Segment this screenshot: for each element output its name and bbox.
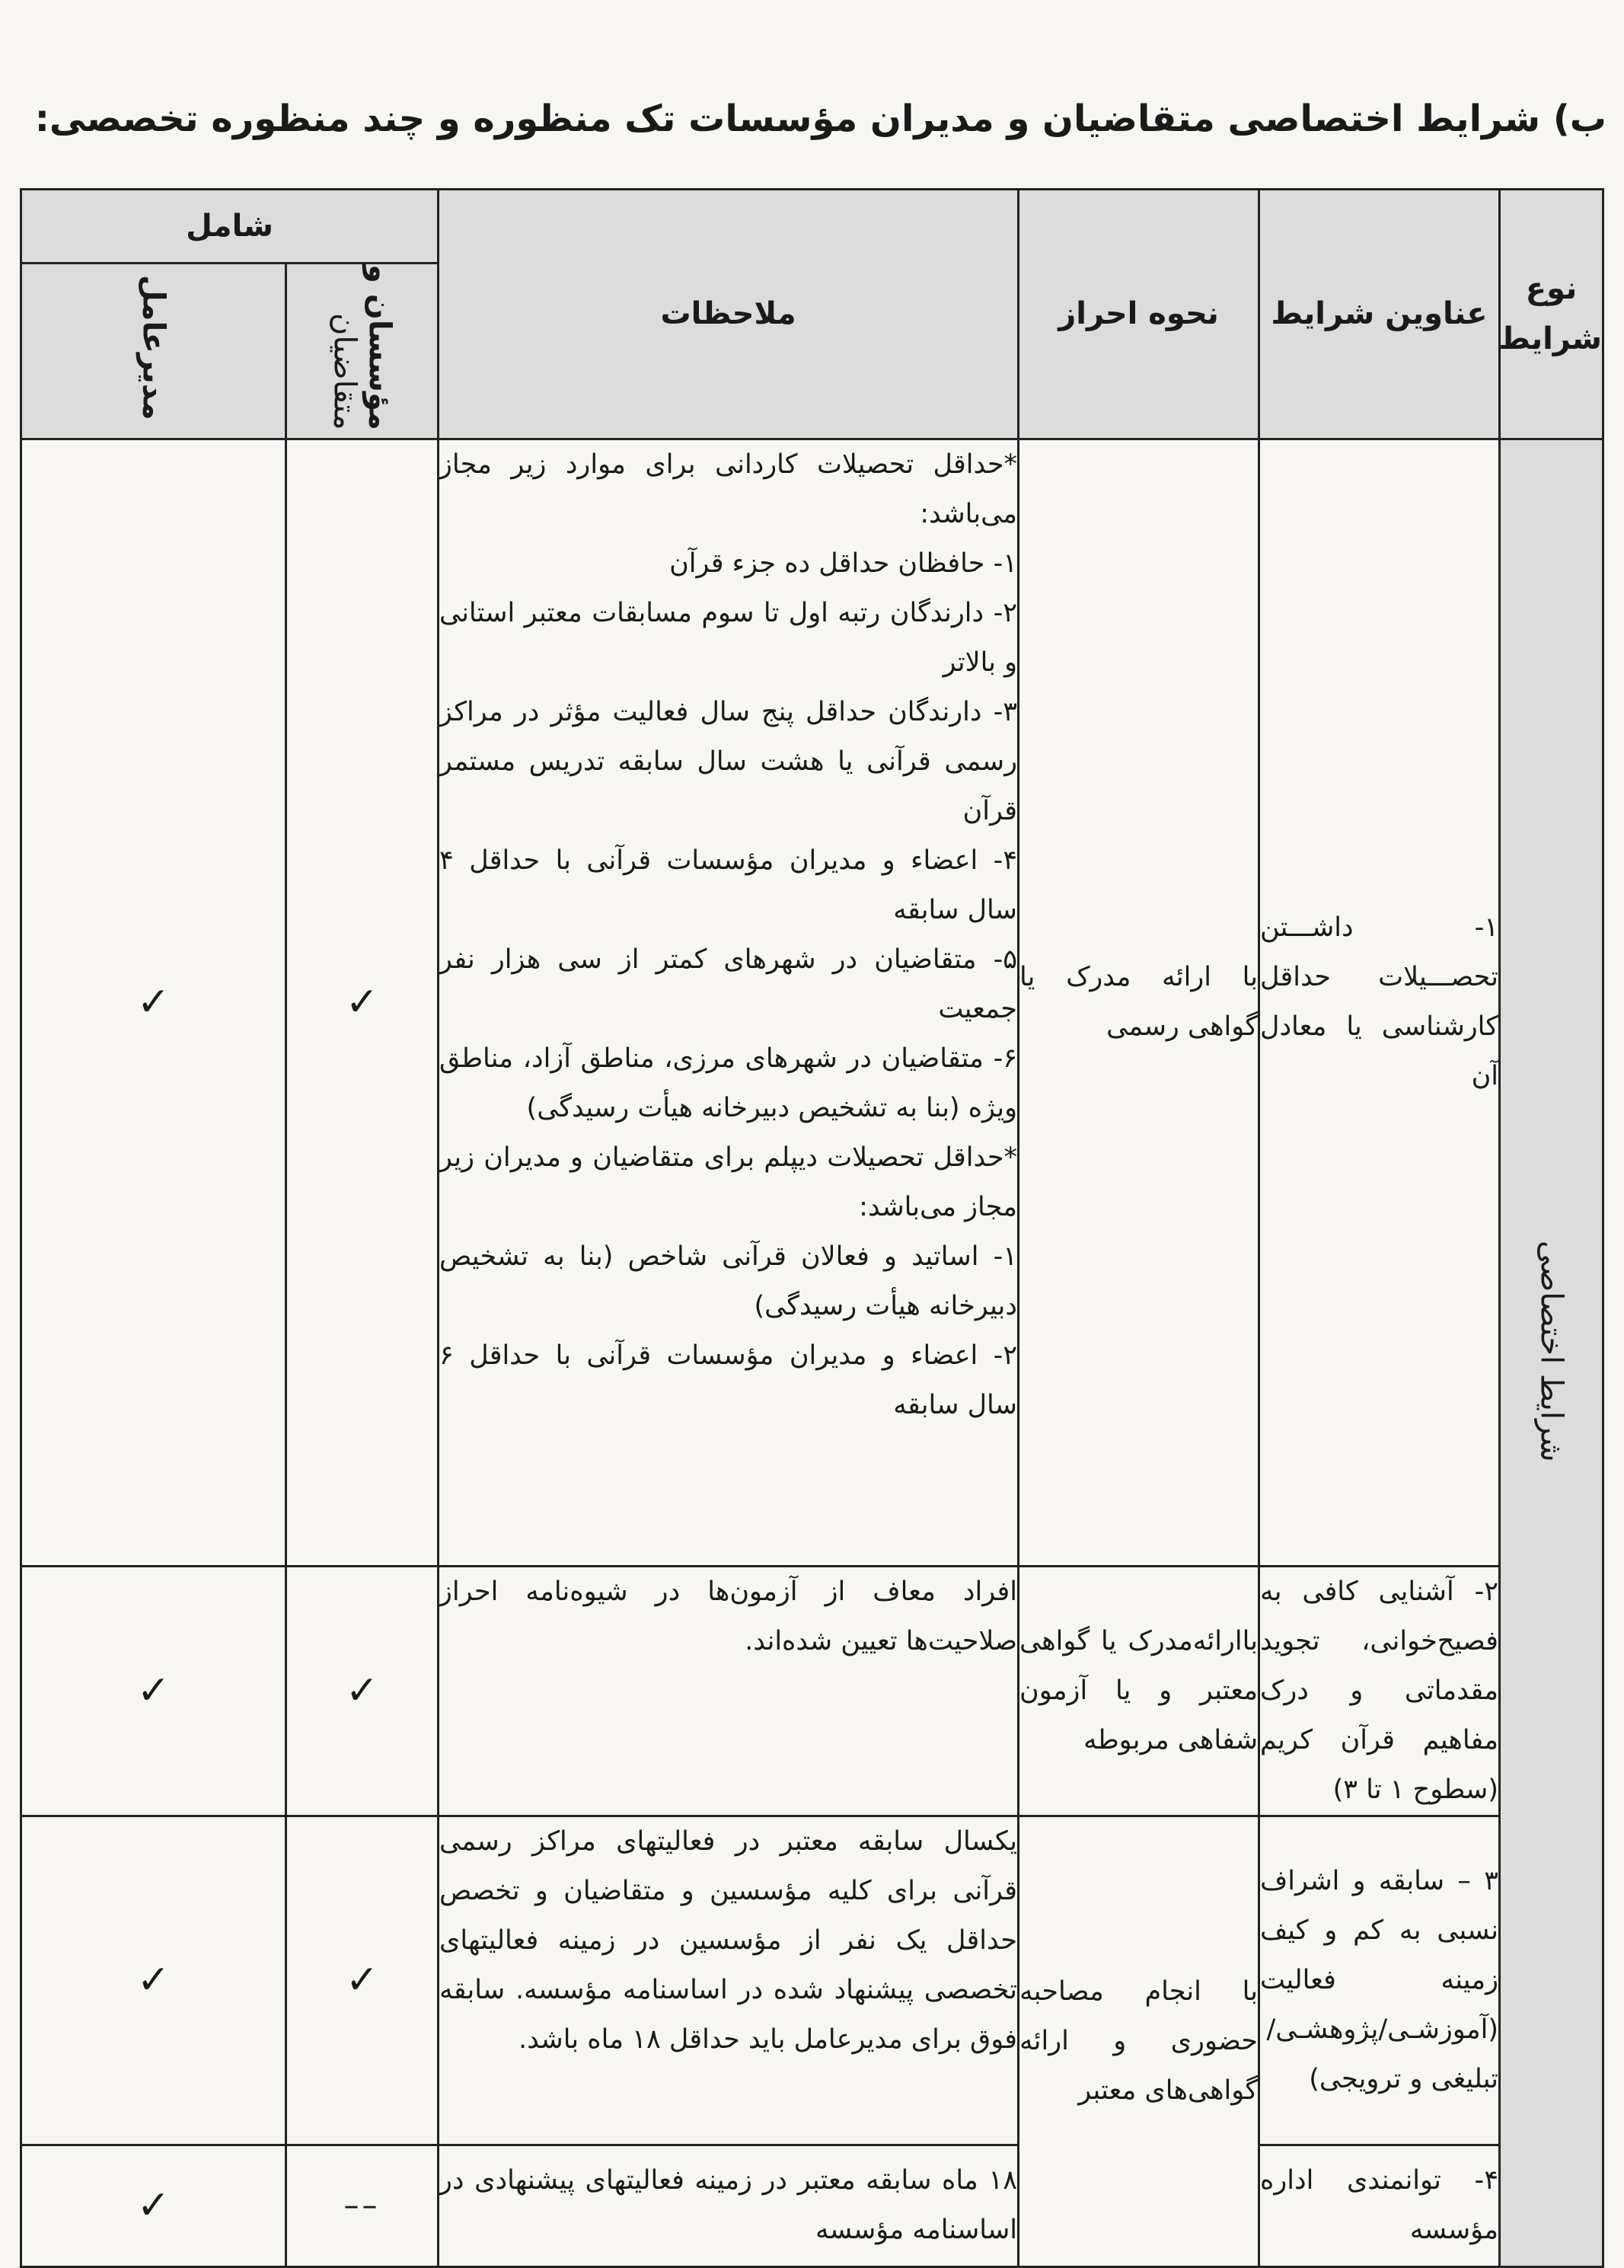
row1-note: ۲- دارندگان رتبه اول تا سوم مسابقات معتبر استانی و بالاتر (439, 597, 1018, 678)
row3-notes: یکسال سابقه معتبر در فعالیتهای مراکز رسمی قرآنی برای کلیه مؤسسین و متقاضیان و تخصص حداقل یک نفر از مؤسسین در زمینه فعالیتهای تخصصی پیشنهاد شده در اساسنامه مؤسسه. سابقه فوق برای مدیرعامل باید حداقل ۱۸ ماه باشد. (439, 1816, 1019, 2145)
row3-director-check: ✓ (21, 1816, 286, 2145)
header-type-line1: نوع (1525, 271, 1578, 307)
header-condition-type (1500, 190, 1603, 439)
row1-note: ۵- متقاضیان در شهرهای کمتر از سی هزار نفر جمعیت (439, 944, 1018, 1024)
header-applies-to: شامل (21, 190, 439, 264)
row1-verification: با ارائه مدرک یا گواهی رسمی (1019, 439, 1259, 1566)
row4-director-check: ✓ (21, 2145, 286, 2266)
row3-founders-check: ✓ (286, 1816, 439, 2145)
row2-founders-check: ✓ (286, 1566, 439, 1816)
row1-note: ۱- حافظان حداقل ده جزء قرآن (669, 548, 1018, 579)
header-managing-director (21, 264, 286, 439)
category-label: شرایط اختصاصی (1533, 1241, 1569, 1462)
row1-note: *حداقل تحصیلات دیپلم برای متقاضیان و مدیران زیر مجاز می‌باشد: (439, 1142, 1018, 1222)
category-cell (1500, 439, 1603, 2266)
row1-condition: ۱- داشـــتن تحصـــیلات حداقل کارشناسی یا معادل آن (1259, 439, 1500, 1566)
conditions-table (20, 188, 1604, 2268)
row1-note: ۱- اساتید و فعالان قرآنی شاخص (بنا به تشخیص دبیرخانه هیأت رسیدگی) (439, 1241, 1018, 1321)
header-verification: نحوه احراز (1019, 190, 1259, 439)
row2-verification: باارائه‌مدرک یا گواهی معتبر و یا آزمون شفاهی مربوطه (1019, 1566, 1259, 1816)
row1-director-check: ✓ (21, 439, 286, 1566)
section-heading: ب) شرایط اختصاصی متقاضیان و مدیران مؤسسات تک منظوره و چند منظوره تخصصی: (34, 97, 1606, 140)
header-founders-line1: مؤسسان و (362, 264, 397, 430)
header-type-line2: شرایط (1498, 321, 1603, 357)
row1-notes (439, 439, 1019, 1566)
row1-note: *حداقل تحصیلات کاردانی برای موارد زیر مجاز می‌باشد: (439, 449, 1018, 529)
header-founders-line2: متقاضیان (327, 313, 362, 430)
row1-note: ۳- دارندگان حداقل پنج سال فعالیت مؤثر در مراکز رسمی قرآنی یا هشت سال سابقه تدریس مستمر قرآن (439, 696, 1018, 826)
row3-verification: با انجام مصاحبه حضوری و ارائه گواهی‌های معتبر (1019, 1816, 1259, 2266)
row4-founders-dash: –– (286, 2145, 439, 2266)
row1-founders-check: ✓ (286, 439, 439, 1566)
header-condition-titles: عناوین شرایط (1259, 190, 1500, 439)
row2-director-check: ✓ (21, 1566, 286, 1816)
row4-condition: ۴- توانمندی اداره مؤسسه (1259, 2145, 1500, 2266)
row1-note: ۶- متقاضیان در شهرهای مرزی، مناطق آزاد، مناطق ویژه (بنا به تشخیص دبیرخانه هیأت رسیدگی) (439, 1043, 1018, 1123)
header-founders-applicants (286, 264, 439, 439)
header-notes: ملاحظات (439, 190, 1019, 439)
row4-notes: ۱۸ ماه سابقه معتبر در زمینه فعالیتهای پیشنهادی در اساسنامه مؤسسه (439, 2145, 1019, 2266)
row1-note: ۲- اعضاء و مدیران مؤسسات قرآنی با حداقل ۶ سال سابقه (439, 1340, 1018, 1420)
row2-condition: ۲- آشنایی کافی به فصیح‌خوانی، تجوید مقدماتی و درک مفاهیم قرآن کریم (سطوح ۱ تا ۳) (1259, 1566, 1500, 1816)
header-managing-director-label: مدیرعامل (136, 274, 171, 420)
row2-notes: افراد معاف از آزمون‌ها در شیوه‌نامه احراز صلاحیت‌ها تعیین شده‌اند. (439, 1566, 1019, 1816)
row3-condition: ۳ – سابقه و اشراف نسبی به کم و کیف زمینه فعالیت (آموزشـی/پژوهشـی/تبلیغی و ترویجی) (1259, 1816, 1500, 2145)
row1-note: ۴- اعضاء و مدیران مؤسسات قرآنی با حداقل ۴ سال سابقه (439, 845, 1018, 925)
